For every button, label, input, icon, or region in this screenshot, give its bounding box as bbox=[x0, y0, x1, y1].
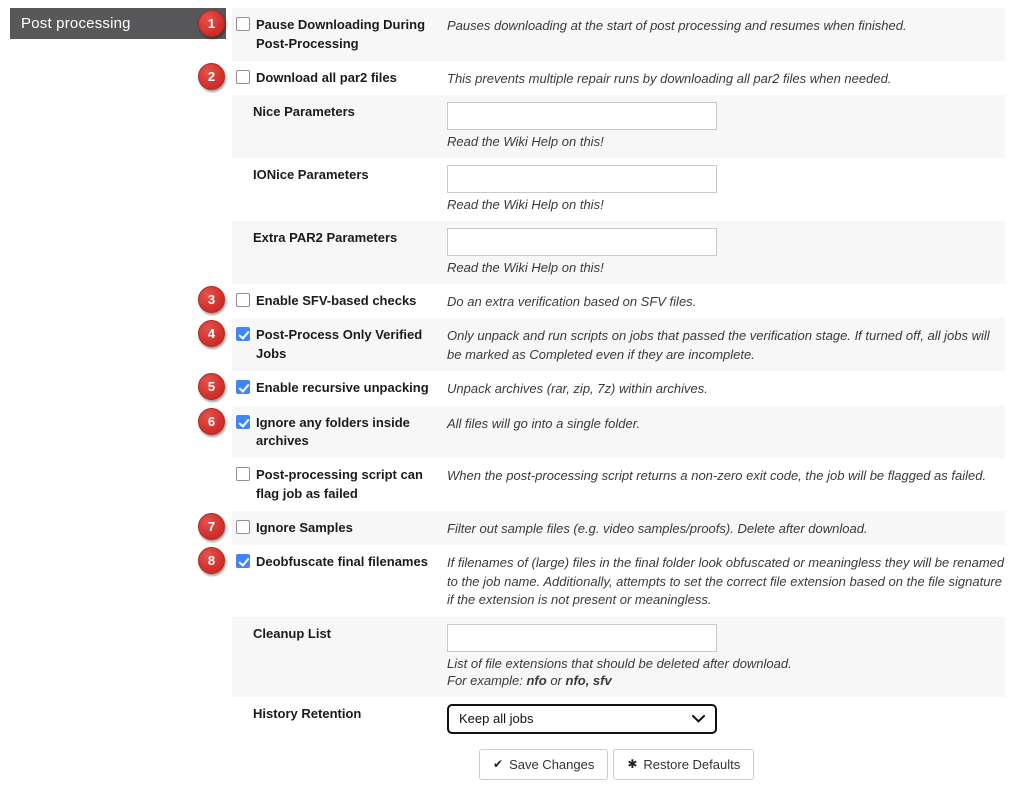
save-changes-label: Save Changes bbox=[509, 756, 595, 772]
step-badge-4: 4 bbox=[198, 320, 225, 347]
history-retention-select[interactable] bbox=[447, 704, 717, 734]
check-icon: ✔ bbox=[493, 757, 504, 772]
field-help: Read the Wiki Help on this! bbox=[447, 259, 604, 275]
setting-row-extra-par2-parameters bbox=[232, 221, 1005, 284]
setting-label: Cleanup List bbox=[253, 625, 332, 641]
step-badge-6: 6 bbox=[198, 408, 225, 435]
setting-row-cleanup-list bbox=[232, 617, 1005, 697]
setting-description: Unpack archives (rar, zip, 7z) within archives. bbox=[447, 381, 708, 397]
setting-label: Ignore any folders inside archives bbox=[256, 414, 410, 449]
enable-recursive-unpacking-checkbox[interactable] bbox=[236, 380, 250, 394]
setting-label: Deobfuscate final filenames bbox=[256, 554, 428, 570]
post-process-only-verified-checkbox[interactable] bbox=[236, 327, 250, 341]
setting-description: This prevents multiple repair runs by downloading all par2 files when needed. bbox=[447, 70, 892, 86]
field-help: Read the Wiki Help on this! bbox=[447, 197, 604, 213]
nice-parameters-input[interactable] bbox=[447, 102, 717, 130]
setting-label: Nice Parameters bbox=[253, 104, 355, 120]
setting-description: Filter out sample files (e.g. video samples/proofs). Delete after download. bbox=[447, 521, 868, 536]
extra-par2-parameters-input[interactable] bbox=[447, 228, 717, 256]
chevron-down-icon bbox=[692, 715, 705, 723]
setting-label: Extra PAR2 Parameters bbox=[253, 229, 398, 245]
setting-label: Download all par2 files bbox=[256, 69, 397, 85]
cleanup-list-input[interactable] bbox=[447, 624, 717, 652]
ignore-samples-checkbox[interactable] bbox=[236, 520, 250, 534]
setting-row-enable-recursive-unpacking bbox=[207, 371, 1005, 405]
step-badge-7: 7 bbox=[198, 513, 225, 540]
setting-description: If filenames of (large) files in the final folder look obfuscated or meaningless they will be renamed to the job name. Additionally, attempts to set the correct file extension based on the file signature if the extension is not present or meaningless. bbox=[447, 555, 1005, 608]
setting-row-pause-downloading bbox=[207, 8, 1005, 61]
setting-row-enable-sfv-checks bbox=[207, 284, 1005, 318]
step-badge-5: 5 bbox=[198, 373, 225, 400]
step-badge-8: 8 bbox=[198, 547, 225, 574]
step-badge-1: 1 bbox=[198, 10, 225, 37]
setting-row-history-retention bbox=[232, 697, 1005, 741]
restore-defaults-label: Restore Defaults bbox=[643, 756, 741, 772]
setting-description: Pauses downloading at the start of post processing and resumes when finished. bbox=[447, 18, 907, 33]
setting-row-script-can-flag-failed bbox=[232, 458, 1005, 511]
setting-row-download-all-par2 bbox=[207, 61, 1005, 95]
step-badge-2: 2 bbox=[198, 63, 225, 90]
page-title: Post processing bbox=[10, 8, 226, 39]
field-help: List of file extensions that should be deleted after download. bbox=[447, 655, 792, 671]
setting-label: Pause Downloading During Post-Processing bbox=[256, 17, 426, 51]
setting-label: Enable SFV-based checks bbox=[256, 292, 417, 308]
pause-downloading-checkbox[interactable] bbox=[236, 17, 250, 31]
setting-label: Post-Process Only Verified Jobs bbox=[256, 327, 423, 362]
setting-row-post-process-only-verified bbox=[207, 318, 1005, 371]
ionice-parameters-input[interactable] bbox=[447, 165, 717, 193]
download-all-par2-checkbox[interactable] bbox=[236, 70, 250, 84]
select-value: Keep all jobs bbox=[459, 711, 534, 727]
deobfuscate-filenames-checkbox[interactable] bbox=[236, 554, 250, 568]
setting-description: When the post-processing script returns a non-zero exit code, the job will be flagged as failed. bbox=[447, 468, 987, 484]
settings-list bbox=[207, 8, 1005, 780]
asterisk-icon: ✱ bbox=[627, 757, 638, 772]
setting-description: Only unpack and run scripts on jobs that passed the verification stage. If turned off, all jobs will be marked as Completed even if they are incomplete. bbox=[447, 328, 990, 362]
setting-label: History Retention bbox=[253, 705, 362, 721]
restore-defaults-button[interactable] bbox=[613, 749, 754, 780]
setting-label: Post-processing script can flag job as failed bbox=[256, 467, 423, 502]
setting-row-ignore-folders-inside-archives bbox=[207, 406, 1005, 459]
setting-row-nice-parameters bbox=[232, 95, 1005, 158]
setting-row-deobfuscate-filenames bbox=[207, 545, 1005, 616]
setting-label: Ignore Samples bbox=[256, 520, 353, 535]
setting-description: All files will go into a single folder. bbox=[447, 415, 641, 431]
setting-label: IONice Parameters bbox=[253, 167, 369, 183]
setting-row-ionice-parameters bbox=[232, 158, 1005, 221]
setting-row-ignore-samples bbox=[207, 511, 1005, 545]
setting-label: Enable recursive unpacking bbox=[256, 380, 429, 396]
script-can-flag-failed-checkbox[interactable] bbox=[236, 467, 250, 481]
form-actions bbox=[479, 749, 1005, 780]
enable-sfv-checks-checkbox[interactable] bbox=[236, 293, 250, 307]
ignore-folders-inside-archives-checkbox[interactable] bbox=[236, 415, 250, 429]
setting-description: Do an extra verification based on SFV files. bbox=[447, 293, 697, 309]
save-changes-button[interactable] bbox=[479, 749, 608, 780]
field-help-example: For example: nfo or nfo, sfv bbox=[447, 672, 612, 688]
field-help: Read the Wiki Help on this! bbox=[447, 134, 604, 150]
step-badge-3: 3 bbox=[198, 286, 225, 313]
